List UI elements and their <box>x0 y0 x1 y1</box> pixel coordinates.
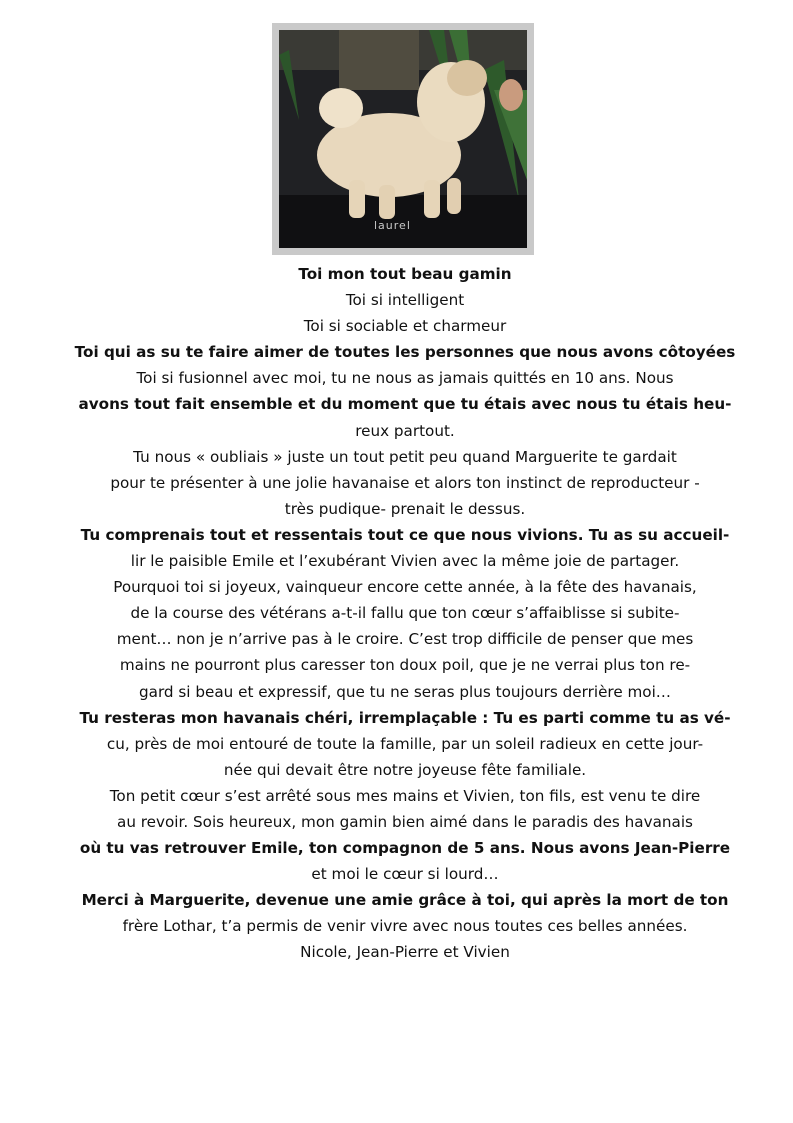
poem-line: où tu vas retrouver Emile, ton compagnon de 5 ans. Nous avons Jean-Pierre <box>79 839 731 858</box>
poem-line: Tu resteras mon havanais chéri, irremplaçable : Tu es parti comme tu as vé- <box>79 708 731 727</box>
poem-line: née qui devait être notre joyeuse fête familiale. <box>223 760 587 779</box>
poem-text <box>55 261 755 966</box>
poem-line: pour te présenter à une jolie havanaise et alors ton instinct de reproducteur - <box>110 473 700 492</box>
poem-line: gard si beau et expressif, que tu ne seras plus toujours derrière moi… <box>139 682 671 701</box>
poem-line: Toi si fusionnel avec moi, tu ne nous as jamais quittés en 10 ans. Nous <box>136 369 674 388</box>
poem-line: Merci à Marguerite, devenue une amie grâce à toi, qui après la mort de ton <box>81 891 729 910</box>
poem-line: Toi si intelligent <box>345 291 465 310</box>
poem-line: très pudique- prenait le dessus. <box>284 499 526 518</box>
poem-line: au revoir. Sois heureux, mon gamin bien aimé dans le paradis des havanais <box>117 812 693 831</box>
dog-photo <box>279 30 527 248</box>
poem-line: lir le paisible Emile et l’exubérant Vivien avec la même joie de partager. <box>130 552 680 571</box>
poem-line: mains ne pourront plus caresser ton doux poil, que je ne verrai plus ton re- <box>119 656 691 675</box>
poem-line: Pourquoi toi si joyeux, vainqueur encore cette année, à la fête des havanais, <box>113 578 697 597</box>
poem-line: frère Lothar, t’a permis de venir vivre avec nous toutes ces belles années. <box>122 917 688 936</box>
poem-line: ment… non je n’arrive pas à le croire. C’est trop difficile de penser que mes <box>116 630 694 649</box>
photo-caption: laurel <box>374 219 411 232</box>
poem-line: Tu nous « oubliais » juste un tout petit peu quand Marguerite te gardait <box>133 447 677 466</box>
poem-line: Toi si sociable et charmeur <box>303 317 507 336</box>
poem-line: et moi le cœur si lourd… <box>311 865 499 884</box>
dog-illustration <box>279 30 527 248</box>
poem-line: avons tout fait ensemble et du moment que tu étais avec nous tu étais heu- <box>78 395 732 414</box>
poem-line: Nicole, Jean-Pierre et Vivien <box>300 943 510 962</box>
poem-line: Toi mon tout beau gamin <box>298 265 512 283</box>
poem-line: cu, près de moi entouré de toute la famille, par un soleil radieux en cette jour- <box>106 734 704 753</box>
poem-line: Tu comprenais tout et ressentais tout ce que nous vivions. Tu as su accueil- <box>80 525 730 544</box>
photo-frame <box>272 23 534 255</box>
poem-line: Toi qui as su te faire aimer de toutes les personnes que nous avons côtoyées <box>74 343 736 362</box>
poem-line: Ton petit cœur s’est arrêté sous mes mains et Vivien, ton fils, est venu te dire <box>109 786 701 805</box>
poem-line: de la course des vétérans a-t-il fallu que ton cœur s’affaiblisse si subite- <box>130 604 680 623</box>
poem-line: reux partout. <box>355 421 455 440</box>
